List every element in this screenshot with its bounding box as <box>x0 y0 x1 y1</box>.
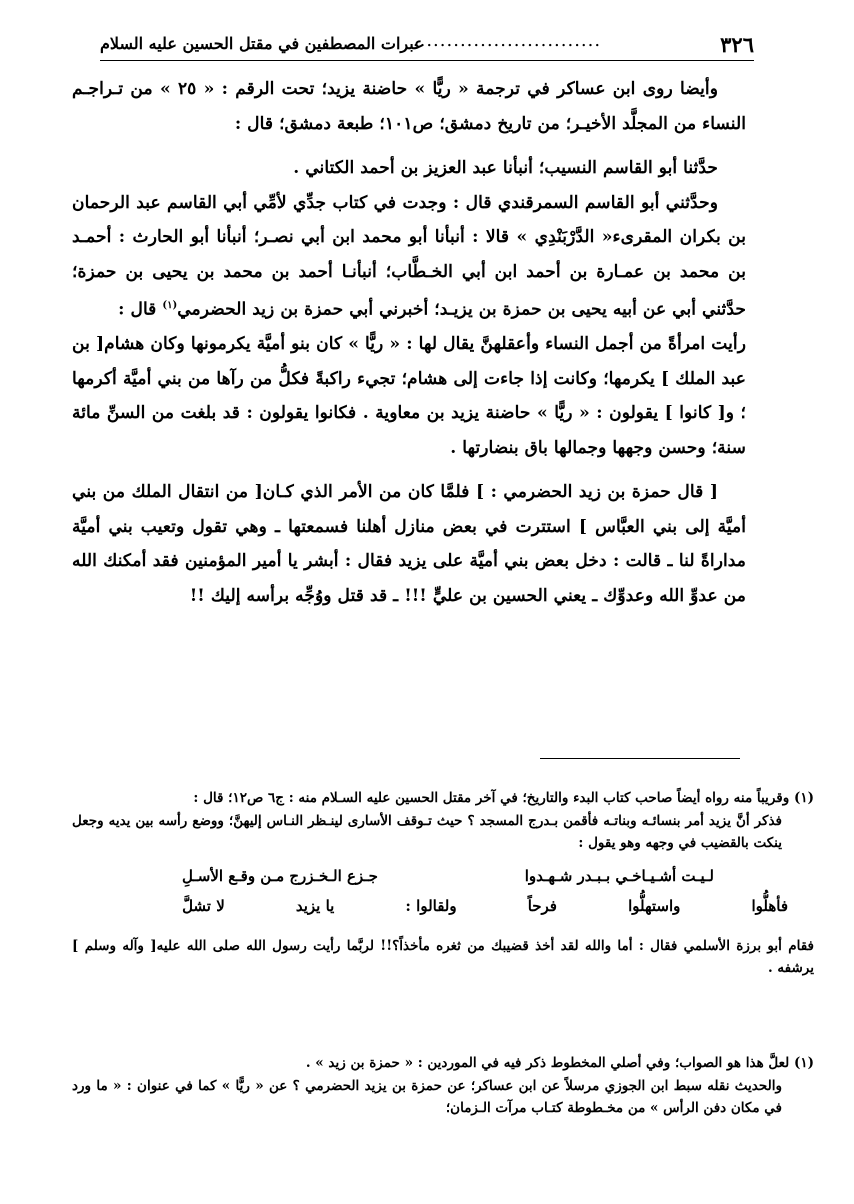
main-text <box>72 72 746 613</box>
footnote-1-quote: فذكر أنَّ يزيد أمر بنسائـه وبناتـه فأقمن بـدرج المسجد ؟ حيث تـوقف الأسارى لينـظر النـاس إليهنَّ؛ ووضع رأسه بين يديه وجعل ينكت بالقضيب في وجهه وهو يقول : <box>72 812 782 851</box>
footnote-2-text: لعلَّ هذا هو الصواب؛ وفي أصلي المخطوط ذكر فيه في الموردين : « حمزة بن زيد » . <box>305 1055 790 1071</box>
book-title: عبرات المصطفين في مقتل الحسين عليه السلام <box>100 34 424 53</box>
verse-word: يا يزيد <box>295 896 335 915</box>
verse-word: واستهلُّوا <box>628 896 681 915</box>
paragraph-3 <box>72 186 746 328</box>
paragraph-3-tail: قال : <box>118 299 163 320</box>
footnote-2-continuation: والحديث نقله سبط ابن الجوزي مرسلاً عن ابن عساكر؛ عن حمزة بن يزيد الحضرمي ؟ عن « ريًّا » كما في عنوان : « ما ورد في مكان دفن الرأس » من مخـطوطة كتـاب مرآت الـزمان؛ <box>72 1077 782 1116</box>
paragraph-1: وأيضا روى ابن عساكر في ترجمة « ريًّا » حاضنة يزيد؛ تحت الرقم : « ٢٥ » من تـراجـم النساء من المجلَّد الأخيـر؛ من تاريخ دمشق؛ ص١٠١؛ طبعة دمشق؛ قال : <box>72 79 746 134</box>
paragraph-5: [ قال حمزة بن زيد الحضرمي : ] فلمَّا كان من الأمر الذي كـان[ من انتقال الملك من بني أميَّة إلى بني العبَّاس ] استترت في بعض منازل أهلنا فسمعتها ـ وهي تقول وتعيب بني أميَّة مداراةً لنا ـ قالت : دخل بعض بني أميَّة على يزيد فقال : أبشر يا أمير المؤمنين فقد أمكنك الله من عدوِّ الله وعدوِّك ـ يعني الحسين بن عليٍّ !!! ـ قد قتل ووُجِّه برأسه إليك !! <box>72 482 746 606</box>
verse-line-1 <box>72 861 814 891</box>
footnote-1-label: (١) <box>793 790 814 806</box>
poem-verse <box>72 861 814 921</box>
paragraph-2: حدَّثنا أبو القاسم النسيب؛ أنبأنا عبد العزيز بن أحمد الكتاني . <box>293 158 718 178</box>
footnote-reference[interactable]: (١) <box>162 300 178 311</box>
paragraph-4: رأيت امرأةً من أجمل النساء وأعقلهنَّ يقال لها : « ريًّا » كان بنو أميَّة يكرمونها وكان هشام[ بن عبد الملك ] يكرمها؛ وكانت إذا جاءت إلى هشام؛ تجيء راكبةً فكلُّ من رآها من بني أميَّة أكرمها ؛ و[ كانوا ] يقولون : « ريًّا » حاضنة يزيد بن معاوية . فكانوا يقولون : قد بلغت من السنِّ مائة سنة؛ وحسن وجهها وجمالها باق بنضارتها . <box>72 334 746 458</box>
paragraph-3-text: وحدَّثني أبو القاسم السمرقندي قال : وجدت في كتاب جدِّي لأمِّي أبي القاسم عبد الرحمان بن بكران المقرىء« الدَّرْبَنْدِي » قالا : أنبأنا أبو محمد ابن أبي نصـر؛ أنبأنا أبو الحارث : أحمـد بن محمد بن عمـارة بن أحمد ابن أبي الخـطَّاب؛ أنبأنـا أحمد بن محمد بن يحيى بن حمزة؛ حدَّثني أبي عن أبيه يحيى بن حمزة بن يزيـد؛ أخبرني أبي حمزة بن زيد الحضرمي <box>72 192 746 320</box>
footnote-1-ending: فقام أبو برزة الأسلمي فقال : أما والله لقد أخذ قضيبك من ثغره مأخذاً؟!! لربَّما رأيت رسول الله صلى الله عليه[ وآله وسلم ] يرشفه . <box>72 937 814 976</box>
footnote-2-label: (١) <box>793 1055 814 1071</box>
footnote-1 <box>72 787 814 980</box>
verse-line-2 <box>72 891 814 921</box>
verse-word: فرحاً <box>527 896 557 915</box>
verse-word: ولقالوا : <box>405 896 457 915</box>
verse-hemistich: جـزع الـخـزرج مـن وقـع الأسـلِ <box>182 866 378 885</box>
page-number: ٣٢٦ <box>720 32 754 57</box>
verse-word: فأهلُّوا <box>751 896 788 915</box>
running-header <box>100 30 754 61</box>
footnote-1-text: وقريباً منه رواه أيضاً صاحب كتاب البدء والتاريخ؛ في آخر مقتل الحسين عليه السـلام منه : ج٦ ص١٢؛ قال : <box>193 790 790 806</box>
verse-word: لا تشلَّ <box>182 896 225 915</box>
footnote-separator <box>540 758 740 759</box>
header-leader-dots: ............................ <box>412 30 602 51</box>
verse-hemistich: لـيـت أشـيـاخـي بـبـدر شـهـدوا <box>524 866 714 885</box>
footnote-2 <box>72 1052 814 1120</box>
